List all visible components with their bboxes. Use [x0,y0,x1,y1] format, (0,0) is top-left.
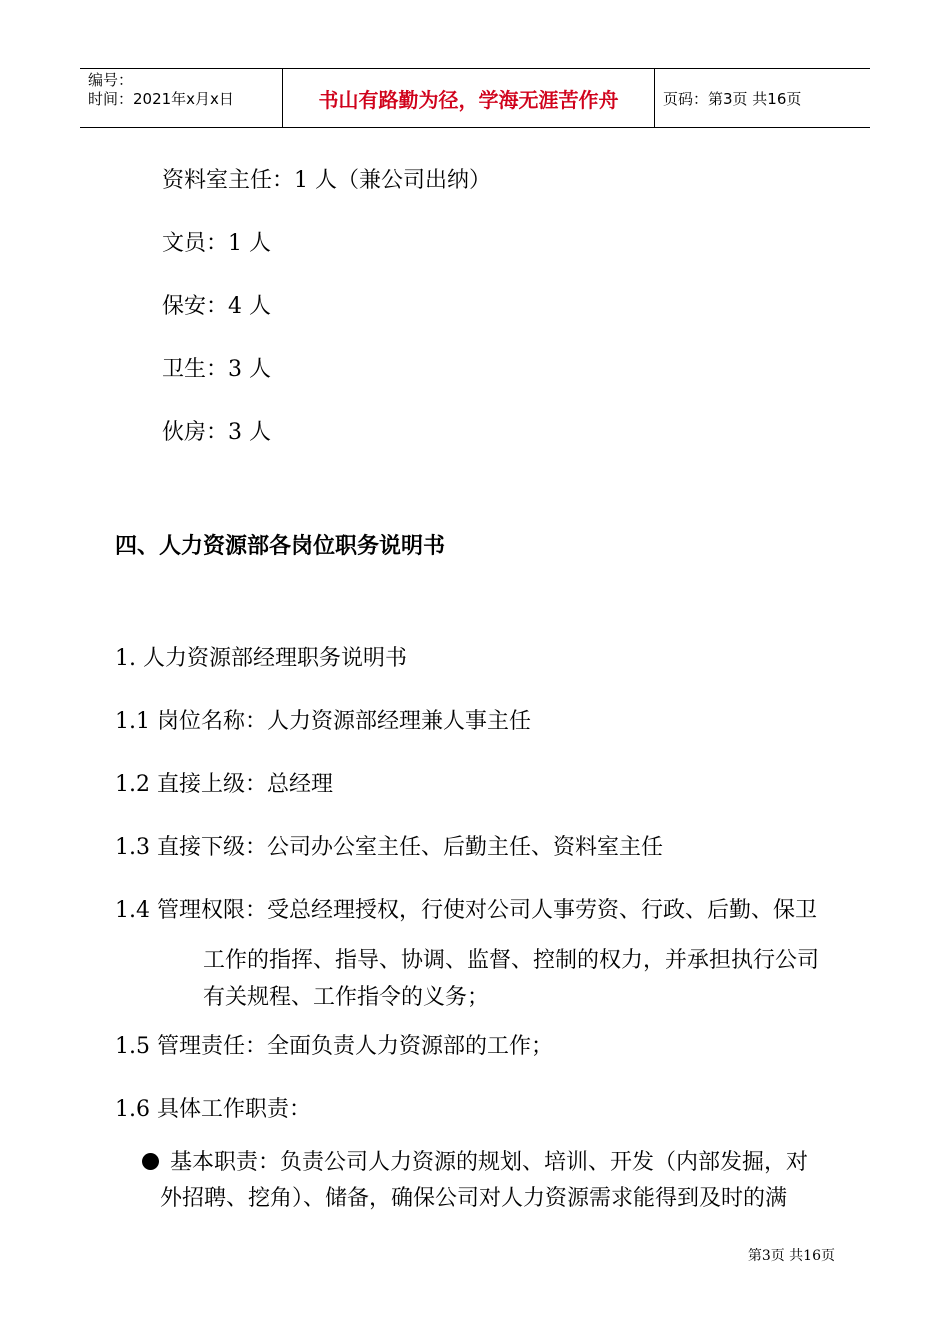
staff-line-archive: 资料室主任：1 人（兼公司出纳） [162,168,491,193]
section-title: 四、人力资源部各岗位职务说明书 [115,534,446,559]
item-1-2: 1.2 直接上级：总经理 [115,772,333,797]
header-meta [80,69,282,127]
subsection-title: 1. 人力资源部经理职务说明书 [115,646,407,671]
header-motto: 书山有路勤为径，学海无涯苦作舟 [282,69,655,127]
code-label: 编号： [88,71,134,89]
item-1-3: 1.3 直接下级：公司办公室主任、后勤主任、资料室主任 [115,835,663,860]
staff-line-kitchen: 伙房：3 人 [162,420,271,445]
date-label: 时间：2021年x月x日 [88,90,234,108]
page-header [80,68,870,128]
item-1-4-cont-2: 有关规程、工作指令的义务； [203,985,490,1010]
header-page-info: 页码：第3页 共16页 [663,89,802,108]
bullet-icon [142,1153,159,1170]
item-1-4-cont-1: 工作的指挥、指导、协调、监督、控制的权力，并承担执行公司 [203,948,820,973]
bullet-line-1: 基本职责：负责公司人力资源的规划、培训、开发（内部发掘，对 [170,1150,809,1175]
item-1-4: 1.4 管理权限：受总经理授权，行使对公司人事劳资、行政、后勤、保卫 [115,898,817,923]
staff-line-cleaning: 卫生：3 人 [162,357,271,382]
page-footer: 第3页 共16页 [747,1248,835,1264]
bullet-line-2: 外招聘、挖角）、储备，确保公司对人力资源需求能得到及时的满 [160,1186,788,1211]
staff-line-security: 保安：4 人 [162,294,271,319]
item-1-5: 1.5 管理责任：全面负责人力资源部的工作； [115,1034,553,1059]
staff-line-clerk: 文员：1 人 [162,231,271,256]
item-1-1: 1.1 岗位名称：人力资源部经理兼人事主任 [115,709,531,734]
item-1-6: 1.6 具体工作职责： [115,1097,311,1122]
